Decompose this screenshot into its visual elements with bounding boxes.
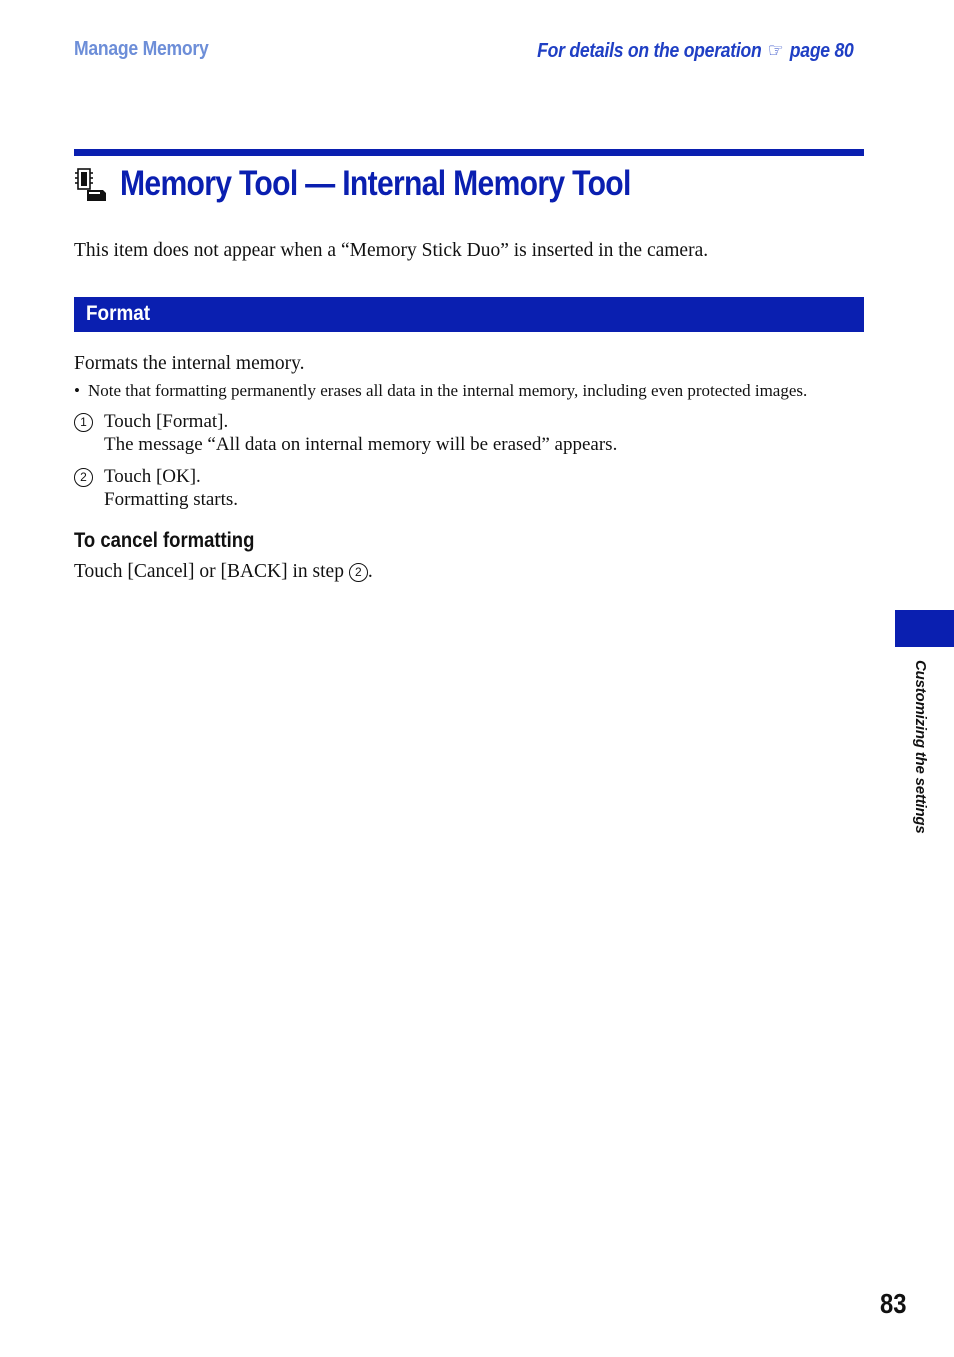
note-item [74, 381, 807, 401]
step-2-instruction: Touch [OK]. [104, 466, 201, 487]
step-2-result: Formatting starts. [104, 489, 239, 510]
step-reference-number: 2 [349, 563, 368, 582]
memory-tool-icon [74, 166, 110, 202]
cancel-heading: To cancel formatting [74, 529, 255, 552]
bullet: • [74, 381, 80, 400]
page-title [74, 162, 714, 206]
chapter-tab [895, 610, 954, 647]
step-number: 2 [74, 468, 93, 487]
step-1-instruction: Touch [Format]. [104, 411, 229, 432]
step-number: 1 [74, 413, 93, 432]
chapter-tab-label: Customizing the settings [912, 660, 929, 834]
reference-page: page 80 [790, 40, 854, 62]
note-text: Note that formatting permanently erases all data in the internal memory, including even protected images. [88, 381, 808, 400]
running-header-section: Manage Memory [74, 38, 209, 60]
section-heading-bar [74, 297, 864, 332]
cancel-text [74, 561, 373, 583]
step-1-result: The message “All data on internal memory will be erased” appears. [104, 434, 618, 455]
section-description: Formats the internal memory. [74, 353, 305, 374]
running-header-reference[interactable] [538, 38, 854, 63]
intro-text: This item does not appear when a “Memory Stick Duo” is inserted in the camera. [74, 240, 709, 261]
cancel-instruction: Touch [Cancel] or [BACK] in step [74, 561, 344, 582]
title-text: Memory Tool — Internal Memory Tool [120, 164, 631, 203]
title-rule [74, 149, 864, 156]
cancel-suffix: . [367, 561, 373, 582]
reference-prefix: For details on the operation [537, 40, 762, 62]
section-heading: Format [86, 302, 151, 325]
pointing-hand-icon: ☞ [768, 40, 784, 62]
page-number: 83 [880, 1288, 907, 1319]
